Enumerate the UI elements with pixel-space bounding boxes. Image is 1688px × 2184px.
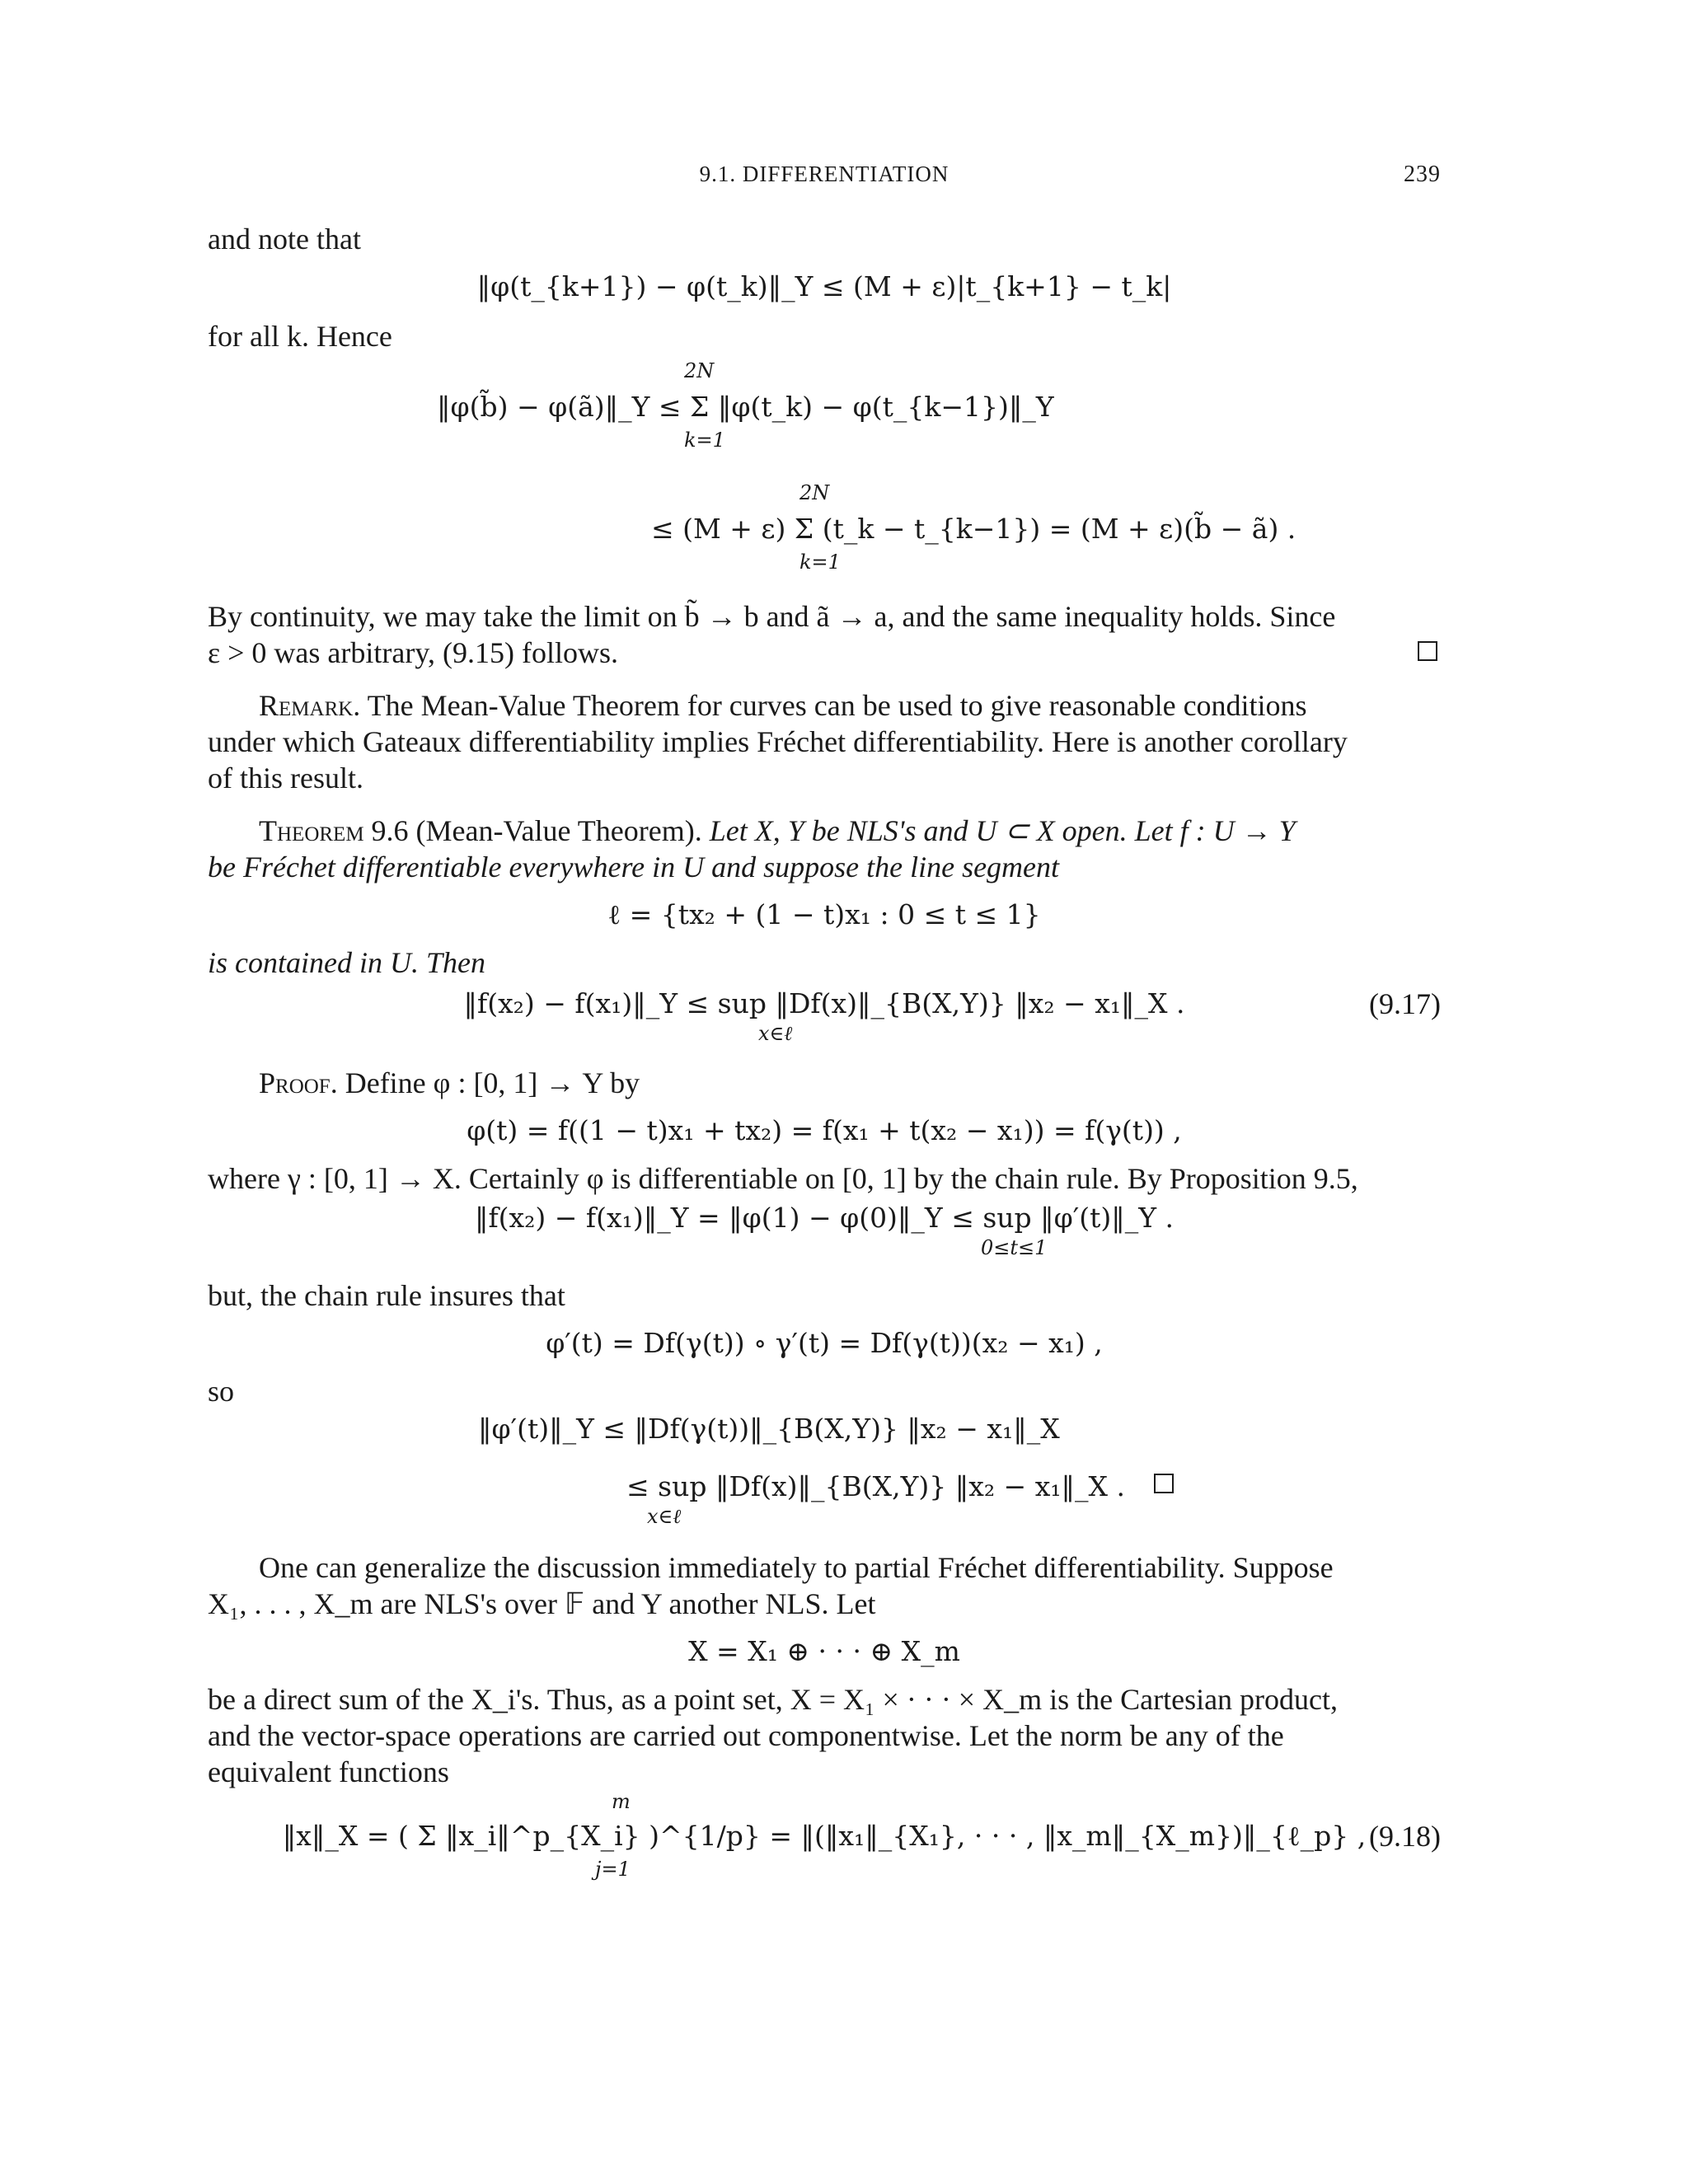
text-line: and the vector-space operations are carried out componentwise. Let the norm be any of the (208, 1719, 1284, 1752)
equation: ‖φ(t_{k+1}) − φ(t_k)‖_Y ≤ (M + ε)|t_{k+1} − t_k| (476, 270, 1172, 302)
text-line: of this result. (208, 762, 363, 794)
qed-symbol (1154, 1474, 1174, 1493)
equation: φ′(t) = Df(γ(t)) ∘ γ′(t) = Df(γ(t))(x₂ − x₁) , (546, 1327, 1103, 1359)
text-line: for all k. Hence (208, 320, 392, 353)
text-line: and note that (208, 223, 361, 255)
equation: X = X₁ ⊕ · · · ⊕ X_m (688, 1635, 960, 1667)
equation: ‖f(x₂) − f(x₁)‖_Y = ‖φ(1) − φ(0)‖_Y ≤ sup ‖φ′(t)‖_Y . (474, 1202, 1175, 1234)
text-line: By continuity, we may take the limit on b̃ → b and ã → a, and the same inequality holds. Since (208, 600, 1336, 633)
text-line: under which Gateaux differentiability implies Fréchet differentiability. Here is another corollary (208, 725, 1348, 758)
equation-number: (9.18) (1369, 1820, 1441, 1853)
sup-subscript: 0≤t≤1 (981, 1236, 1048, 1259)
sum-upper-limit: 2N (684, 359, 715, 382)
equation: ‖φ(b̃) − φ(ã)‖_Y ≤ Σ ‖φ(t_k) − φ(t_{k−1})‖_Y (437, 391, 1054, 423)
page-number: 239 (1404, 162, 1441, 187)
theorem-label: Theorem 9.6 (259, 814, 409, 847)
theorem-text: be Fréchet differentiable everywhere in U and suppose the line segment (208, 851, 1060, 883)
sup-subscript: x∈ℓ (758, 1022, 793, 1045)
theorem-text: Let X, Y be NLS's and U ⊂ X open. Let f : U → Y (701, 814, 1296, 847)
remark-line (208, 687, 1441, 724)
equation: ‖f(x₂) − f(x₁)‖_Y ≤ sup ‖Df(x)‖_{B(X,Y)} ‖x₂ − x₁‖_X . (463, 987, 1185, 1019)
text-line: X₁, . . . , X_m are NLS's over 𝔽 and Y another NLS. Let (208, 1587, 876, 1620)
text-line: equivalent functions (208, 1755, 449, 1788)
running-header (208, 162, 1441, 194)
sum-lower-limit: j=1 (595, 1858, 631, 1881)
running-head: 9.1. DIFFERENTIATION (699, 162, 950, 186)
text-line (208, 1549, 1441, 1586)
equation-9-18 (208, 1818, 1441, 1854)
remark-label: Remark. (259, 689, 361, 722)
theorem-line (208, 813, 1441, 849)
qed-symbol (1418, 641, 1437, 661)
text-line: so (208, 1375, 235, 1408)
text-line: but, the chain rule insures that (208, 1279, 565, 1312)
equation: ‖φ′(t)‖_Y ≤ ‖Df(γ(t))‖_{B(X,Y)} ‖x₂ − x₁‖_X (478, 1413, 1060, 1445)
sum-upper-limit: 2N (799, 481, 830, 504)
text-span: One can generalize the discussion immediately to partial Fréchet differentiability. Suppose (259, 1551, 1334, 1584)
equation: φ(t) = f((1 − t)x₁ + tx₂) = f(x₁ + t(x₂ − x₁)) = f(γ(t)) , (467, 1114, 1182, 1146)
theorem-text: is contained in U. Then (208, 946, 485, 979)
equation: ℓ = {tx₂ + (1 − t)x₁ : 0 ≤ t ≤ 1} (607, 898, 1041, 930)
text-line: be a direct sum of the X_i's. Thus, as a point set, X = X₁ × · · · × X_m is the Cartesian product, (208, 1683, 1339, 1716)
text-span: The Mean-Value Theorem for curves can be used to give reasonable conditions (360, 689, 1307, 722)
equation-9-17 (208, 986, 1441, 1022)
equation: ‖x‖_X = ( Σ ‖x_i‖^p_{X_i} )^{1/p} = ‖(‖x₁‖_{X₁}, · · · , ‖x_m‖_{X_m})‖_{ℓ_p} , (282, 1820, 1367, 1852)
proof-label: Proof. (259, 1066, 338, 1099)
sum-upper-limit: m (612, 1790, 631, 1813)
equation-number: (9.17) (1369, 987, 1441, 1020)
sup-subscript: x∈ℓ (647, 1505, 682, 1528)
text-line: ε > 0 was arbitrary, (9.15) follows. (208, 636, 618, 669)
sum-lower-limit: k=1 (684, 429, 725, 452)
equation: ≤ sup ‖Df(x)‖_{B(X,Y)} ‖x₂ − x₁‖_X . (626, 1470, 1126, 1502)
text-line: where γ : [0, 1] → X. Certainly φ is differentiable on [0, 1] by the chain rule. By Proposition 9.5, (208, 1162, 1358, 1195)
theorem-name: (Mean-Value Theorem). (408, 814, 702, 847)
text-span: Define φ : [0, 1] → Y by (337, 1066, 640, 1099)
proof-line (208, 1065, 1441, 1101)
sum-lower-limit: k=1 (799, 551, 841, 574)
equation: ≤ (M + ε) Σ (t_k − t_{k−1}) = (M + ε)(b̃ − ã) . (651, 513, 1296, 545)
